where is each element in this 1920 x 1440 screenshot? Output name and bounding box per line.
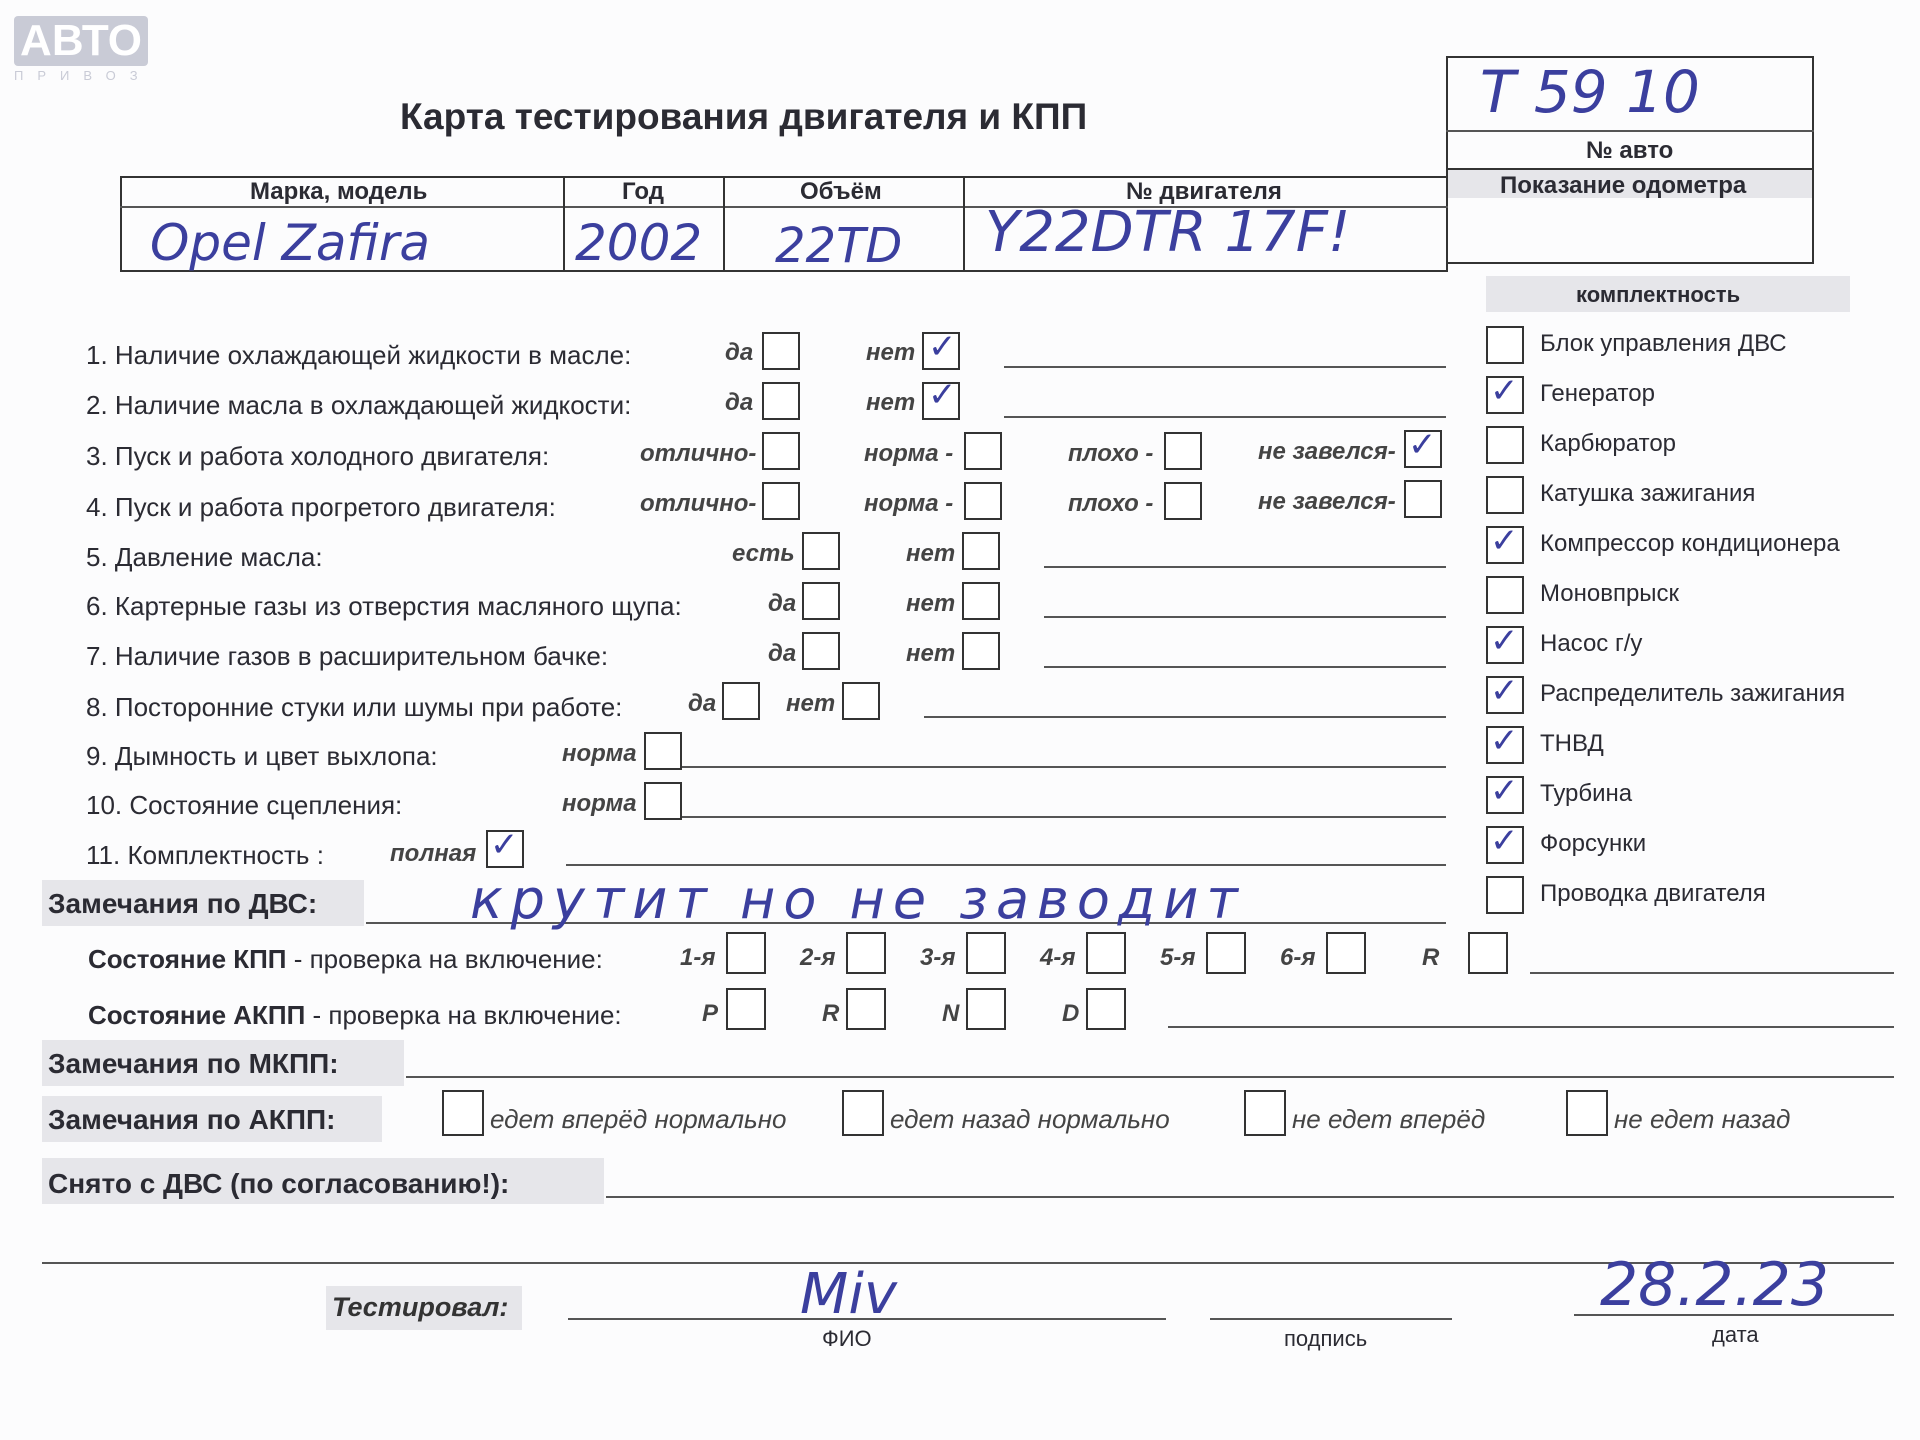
col-divider: [563, 176, 565, 272]
kit-item-label: Моновпрыск: [1540, 580, 1680, 607]
kit-checkbox-1[interactable]: [1486, 326, 1524, 364]
tested-label: Тестировал:: [332, 1292, 509, 1322]
page-title: Карта тестирования двигателя и КПП: [400, 96, 1088, 137]
model-value: Opel Zafira: [150, 214, 431, 272]
q3-excellent-checkbox[interactable]: [762, 432, 800, 470]
q8-yes-label: да: [688, 690, 717, 717]
remarks-dvs-label: Замечания по ДВС:: [48, 888, 318, 919]
akpp-gear-label: R: [822, 1000, 840, 1027]
q2-no-check-icon: ✓: [928, 375, 957, 415]
q9-line: [682, 766, 1446, 768]
q1-no-label: нет: [866, 339, 916, 366]
remarks-akpp-label: Замечания по АКПП:: [48, 1104, 336, 1135]
kit-checkbox-12[interactable]: [1486, 876, 1524, 914]
kit-check-icon: ✓: [1490, 521, 1519, 561]
q9-normal-checkbox[interactable]: [644, 732, 682, 770]
question-1: 1. Наличие охлаждающей жидкости в масле:: [86, 340, 632, 370]
akpp-option-label: не едет назад: [1614, 1104, 1791, 1134]
akpp-option-label: едет вперёд нормально: [490, 1104, 787, 1134]
q3-nostart-label: не завелся-: [1258, 438, 1396, 465]
akpp-option-checkbox[interactable]: [1244, 1090, 1286, 1136]
akpp-option-checkbox[interactable]: [1566, 1090, 1608, 1136]
kpp-gear-label: 4-я: [1040, 944, 1076, 971]
q6-yes-checkbox[interactable]: [802, 582, 840, 620]
akpp-option-label: не едет вперёд: [1292, 1104, 1486, 1134]
kpp-line: [1530, 972, 1894, 974]
fio-signature: Miv: [800, 1262, 898, 1327]
car-number-divider: [1446, 130, 1814, 132]
kpp-gear-label: 1-я: [680, 944, 716, 971]
q9-normal-label: норма: [562, 740, 637, 767]
akpp-gear-checkbox[interactable]: [1086, 988, 1126, 1030]
kpp-gear-checkbox[interactable]: [726, 932, 766, 974]
q4-nostart-checkbox[interactable]: [1404, 480, 1442, 518]
akpp-label-rest: - проверка на включение:: [305, 1000, 622, 1030]
car-number-value: T 59 10: [1480, 58, 1700, 126]
date-label: дата: [1712, 1322, 1759, 1347]
q3-bad-label: плохо -: [1068, 440, 1154, 467]
q4-normal-checkbox[interactable]: [964, 482, 1002, 520]
kit-checkbox-4[interactable]: [1486, 476, 1524, 514]
kit-check-icon: ✓: [1490, 721, 1519, 761]
q5-no-checkbox[interactable]: [962, 532, 1000, 570]
year-value: 2002: [575, 214, 703, 272]
odometer-label: Показание одометра: [1500, 172, 1747, 199]
q11-full-label: полная: [390, 840, 477, 867]
q7-yes-label: да: [768, 640, 797, 667]
q2-yes-checkbox[interactable]: [762, 382, 800, 420]
sign-line: [1210, 1318, 1452, 1320]
question-11: 11. Комплектность :: [86, 840, 324, 870]
q2-line: [1004, 416, 1446, 418]
q3-normal-checkbox[interactable]: [964, 432, 1002, 470]
col-year-header: Год: [622, 178, 664, 205]
logo-sub: ПРИВОЗ: [14, 68, 152, 83]
q2-no-label: нет: [866, 389, 916, 416]
q4-normal-label: норма -: [864, 490, 954, 517]
question-10: 10. Состояние сцепления:: [86, 790, 403, 820]
q8-yes-checkbox[interactable]: [722, 682, 760, 720]
q6-no-label: нет: [906, 590, 956, 617]
question-2: 2. Наличие масла в охлаждающей жидкости:: [86, 390, 632, 420]
remarks-mkpp-label: Замечания по МКПП:: [48, 1048, 339, 1079]
kpp-gear-checkbox[interactable]: [1206, 932, 1246, 974]
q1-no-check-icon: ✓: [928, 327, 957, 367]
kit-check-icon: ✓: [1490, 771, 1519, 811]
akpp-gear-label: P: [702, 1000, 719, 1027]
logo-main: АВТО: [14, 16, 148, 66]
q6-line: [1044, 616, 1446, 618]
question-7: 7. Наличие газов в расширительном бачке:: [86, 641, 609, 671]
question-4: 4. Пуск и работа прогретого двигателя:: [86, 492, 556, 522]
q10-line: [682, 816, 1446, 818]
kit-item-label: Распределитель зажигания: [1540, 680, 1846, 707]
kpp-gear-checkbox[interactable]: [846, 932, 886, 974]
q6-no-checkbox[interactable]: [962, 582, 1000, 620]
col-divider: [963, 176, 965, 272]
q3-normal-label: норма -: [864, 440, 954, 467]
kit-item-label: ТНВД: [1540, 730, 1604, 757]
q4-bad-label: плохо -: [1068, 490, 1154, 517]
remarks-mkpp-line: [406, 1076, 1894, 1078]
kit-checkbox-6[interactable]: [1486, 576, 1524, 614]
kpp-gear-label: R: [1422, 944, 1440, 971]
akpp-line: [1168, 1026, 1894, 1028]
kpp-gear-label: 3-я: [920, 944, 956, 971]
q1-line: [1004, 366, 1446, 368]
kit-check-icon: ✓: [1490, 671, 1519, 711]
q4-bad-checkbox[interactable]: [1164, 482, 1202, 520]
col-engine-header: № двигателя: [1126, 178, 1282, 205]
q3-bad-checkbox[interactable]: [1164, 432, 1202, 470]
kpp-gear-checkbox[interactable]: [1086, 932, 1126, 974]
q4-excellent-label: отлично-: [640, 490, 757, 517]
akpp-option-checkbox[interactable]: [842, 1090, 884, 1136]
kit-item-label: Генератор: [1540, 380, 1655, 407]
kit-item-label: Компрессор кондиционера: [1540, 530, 1840, 557]
kit-title: комплектность: [1576, 282, 1741, 307]
q10-normal-label: норма: [562, 790, 637, 817]
q7-no-label: нет: [906, 640, 956, 667]
question-8: 8. Посторонние стуки или шумы при работе:: [86, 692, 623, 722]
kpp-label: [88, 944, 603, 975]
kpp-label-rest: - проверка на включение:: [286, 944, 603, 974]
akpp-option-label: едет назад нормально: [890, 1104, 1170, 1134]
kpp-gear-label: 2-я: [800, 944, 836, 971]
kit-check-icon: ✓: [1490, 821, 1519, 861]
question-6: 6. Картерные газы из отверстия масляного щупа:: [86, 591, 682, 621]
q8-line: [924, 716, 1446, 718]
q1-yes-checkbox[interactable]: [762, 332, 800, 370]
kit-item-label: Карбюратор: [1540, 430, 1677, 457]
q2-yes-label: да: [725, 389, 754, 416]
kpp-gear-checkbox[interactable]: [1468, 932, 1508, 974]
question-5: 5. Давление масла:: [86, 542, 323, 572]
akpp-gear-checkbox[interactable]: [966, 988, 1006, 1030]
col-volume-header: Объём: [800, 178, 882, 205]
q7-line: [1044, 666, 1446, 668]
kit-item-label: Катушка зажигания: [1540, 480, 1756, 507]
q5-yes-checkbox[interactable]: [802, 532, 840, 570]
q4-nostart-label: не завелся-: [1258, 488, 1396, 515]
akpp-option-checkbox[interactable]: [442, 1090, 484, 1136]
kit-item-label: Проводка двигателя: [1540, 880, 1766, 907]
removed-line: [606, 1196, 1894, 1198]
q8-no-checkbox[interactable]: [842, 682, 880, 720]
date-value: 28.2.23: [1600, 1250, 1830, 1320]
q7-no-checkbox[interactable]: [962, 632, 1000, 670]
kpp-gear-checkbox[interactable]: [1326, 932, 1366, 974]
volume-value: 22TD: [775, 218, 903, 274]
kit-check-icon: ✓: [1490, 371, 1519, 411]
akpp-gear-checkbox[interactable]: [726, 988, 766, 1030]
akpp-gear-checkbox[interactable]: [846, 988, 886, 1030]
kpp-gear-label: 5-я: [1160, 944, 1196, 971]
q5-no-label: нет: [906, 540, 956, 567]
akpp-gear-label: D: [1062, 1000, 1080, 1027]
col-model-header: Марка, модель: [250, 178, 428, 205]
q3-excellent-label: отлично-: [640, 440, 757, 467]
q7-yes-checkbox[interactable]: [802, 632, 840, 670]
q11-line: [566, 864, 1446, 866]
sign-label: подпись: [1284, 1326, 1368, 1351]
fio-label: ФИО: [822, 1326, 872, 1351]
remarks-dvs-value: крутит но не заводит: [470, 868, 1246, 931]
col-divider: [723, 176, 725, 272]
kit-item-label: Насос г/у: [1540, 630, 1643, 657]
q5-line: [1044, 566, 1446, 568]
q1-yes-label: да: [725, 339, 754, 366]
logo: [14, 16, 152, 83]
removed-label: Снято с ДВС (по согласованию!):: [48, 1168, 510, 1199]
question-3: 3. Пуск и работа холодного двигателя:: [86, 441, 550, 471]
q4-excellent-checkbox[interactable]: [762, 482, 800, 520]
kit-item-label: Блок управления ДВС: [1540, 330, 1787, 357]
q10-normal-checkbox[interactable]: [644, 782, 682, 820]
kit-checkbox-3[interactable]: [1486, 426, 1524, 464]
car-number-label: № авто: [1586, 137, 1674, 164]
engine-value: Y22DTR 17F!: [985, 200, 1351, 265]
q6-yes-label: да: [768, 590, 797, 617]
kpp-gear-checkbox[interactable]: [966, 932, 1006, 974]
kpp-label-bold: Состояние КПП: [88, 944, 287, 974]
q11-full-check-icon: ✓: [490, 825, 519, 865]
kit-item-label: Турбина: [1540, 780, 1633, 807]
kpp-gear-label: 6-я: [1280, 944, 1316, 971]
q5-yes-label: есть: [732, 540, 795, 567]
akpp-gear-label: N: [942, 1000, 960, 1027]
question-9: 9. Дымность и цвет выхлопа:: [86, 741, 438, 771]
akpp-label-bold: Состояние АКПП: [88, 1000, 306, 1030]
kit-item-label: Форсунки: [1540, 830, 1647, 857]
q8-no-label: нет: [786, 690, 836, 717]
q3-nostart-check-icon: ✓: [1408, 425, 1437, 465]
akpp-label: [88, 1000, 622, 1031]
kit-check-icon: ✓: [1490, 621, 1519, 661]
